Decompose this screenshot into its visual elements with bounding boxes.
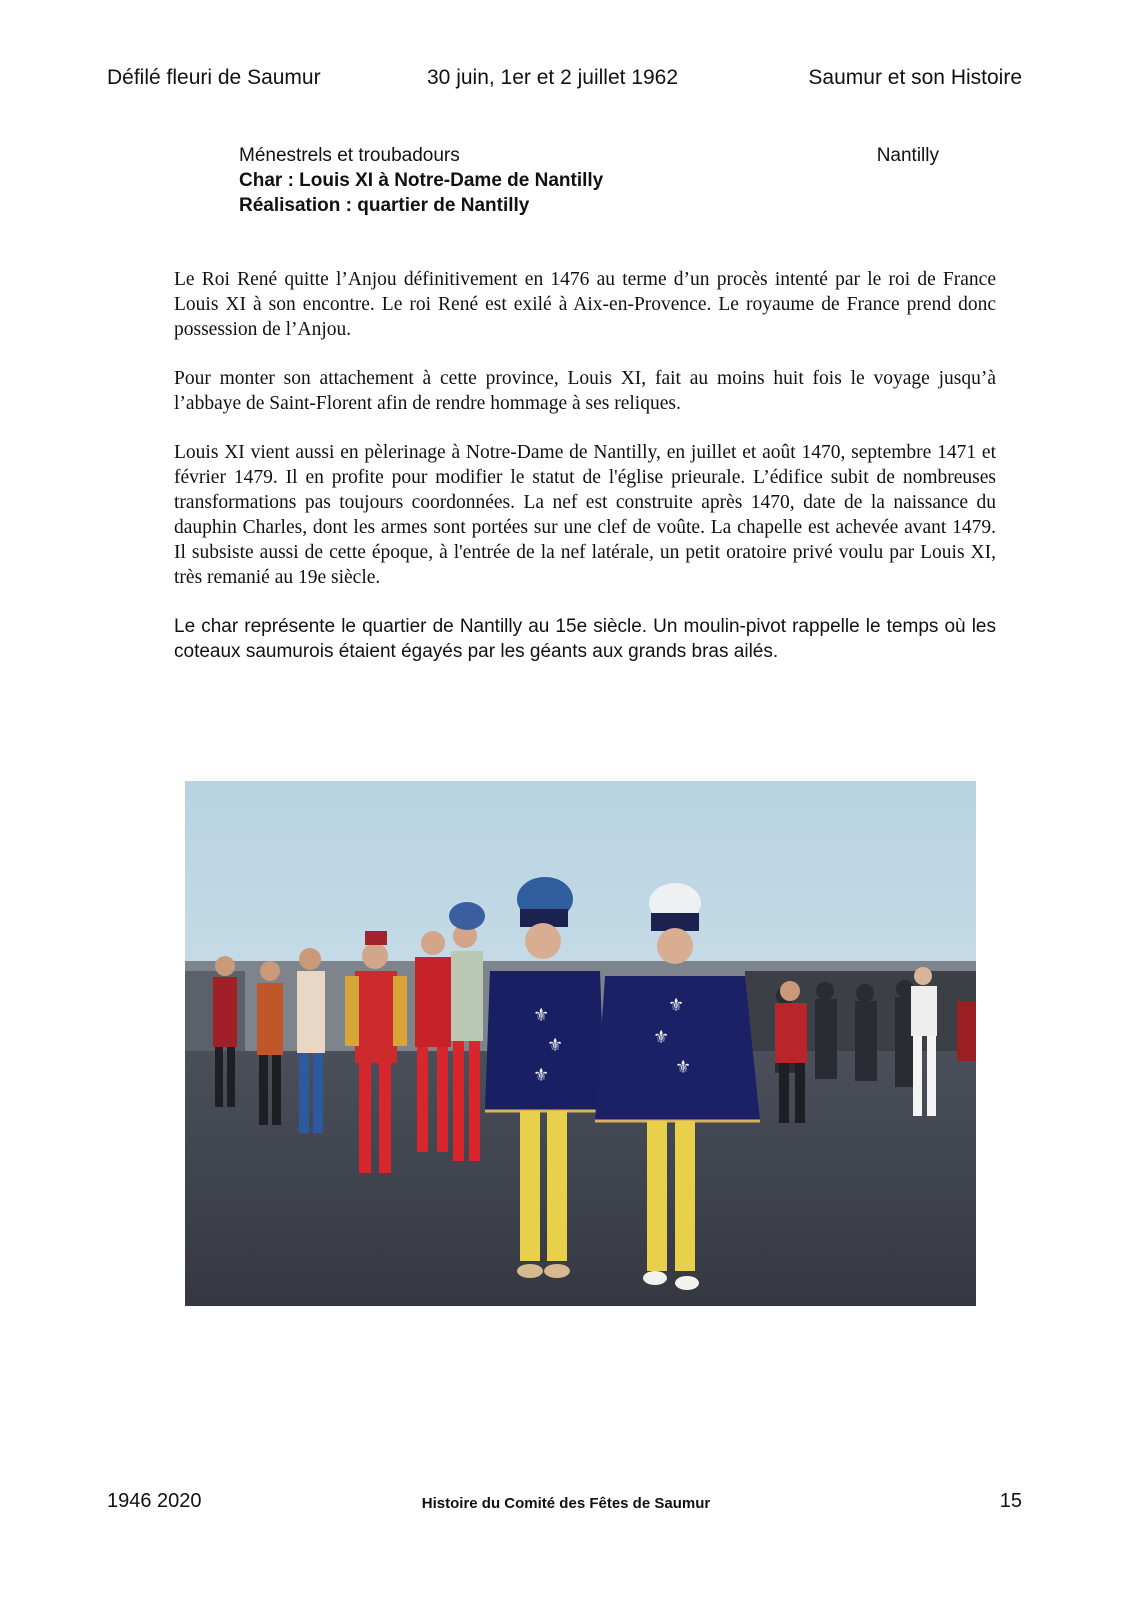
svg-text:⚜: ⚜	[533, 1005, 550, 1026]
paragraph: Pour monter son attachement à cette province, Louis XI, fait au moins huit fois le voyage jusqu’à l’abbaye de Saint-Florent afin de rendre hommage à ses reliques.	[174, 368, 996, 414]
paragraph: Le char représente le quartier de Nantilly au 15e siècle. Un moulin-pivot rappelle le temps où les coteaux saumurois étaient égayés par les géants aux grands bras ailés.	[174, 616, 996, 662]
article-body	[174, 267, 996, 688]
page-footer	[0, 1490, 1132, 1520]
char-title: Char : Louis XI à Notre-Dame de Nantilly	[239, 170, 604, 191]
realisation-credit: Réalisation : quartier de Nantilly	[239, 195, 530, 216]
parade-photo	[185, 781, 976, 1306]
svg-text:⚜: ⚜	[653, 1027, 670, 1048]
svg-text:⚜: ⚜	[675, 1057, 692, 1078]
footer-years: 1946 2020	[107, 1490, 202, 1512]
paragraph: Le Roi René quitte l’Anjou définitivement en 1476 au terme d’un procès intenté par le roi de France Louis XI à son encontre. Le roi René est exilé à Aix-en-Provence. Le royaume de France prend donc possession de l’Anjou.	[174, 269, 996, 340]
paragraph: Louis XI vient aussi en pèlerinage à Notre-Dame de Nantilly, en juillet et août 1470, septembre 1471 et février 1479. Il en profite pour modifier le statut de l'église prieurale. L’édifice subit de nombreuses transformations pas toujours coordonnées. La nef est construite après 1470, date de la naissance du dauphin Charles, dont les armes sont portées sur une clef de voûte. La chapelle est achevée avant 1479. Il subsiste aussi de cette époque, à l'entrée de la nef latérale, un petit oratoire privé voulu par Louis XI, très remanié au 19e siècle.	[174, 442, 996, 588]
section-title: Ménestrels et troubadours	[239, 145, 460, 166]
svg-text:⚜: ⚜	[668, 995, 685, 1016]
header-date: 30 juin, 1er et 2 juillet 1962	[427, 66, 679, 89]
page-number: 15	[999, 1490, 1022, 1512]
footer-title: Histoire du Comité des Fêtes de Saumur	[421, 1495, 711, 1512]
section-place: Nantilly	[876, 145, 939, 166]
svg-text:⚜: ⚜	[547, 1035, 564, 1056]
header-title: Défilé fleuri de Saumur	[107, 66, 321, 89]
section-heading	[239, 143, 939, 218]
svg-text:⚜: ⚜	[533, 1065, 550, 1086]
page-header	[0, 66, 1132, 96]
header-series: Saumur et son Histoire	[808, 66, 1022, 89]
